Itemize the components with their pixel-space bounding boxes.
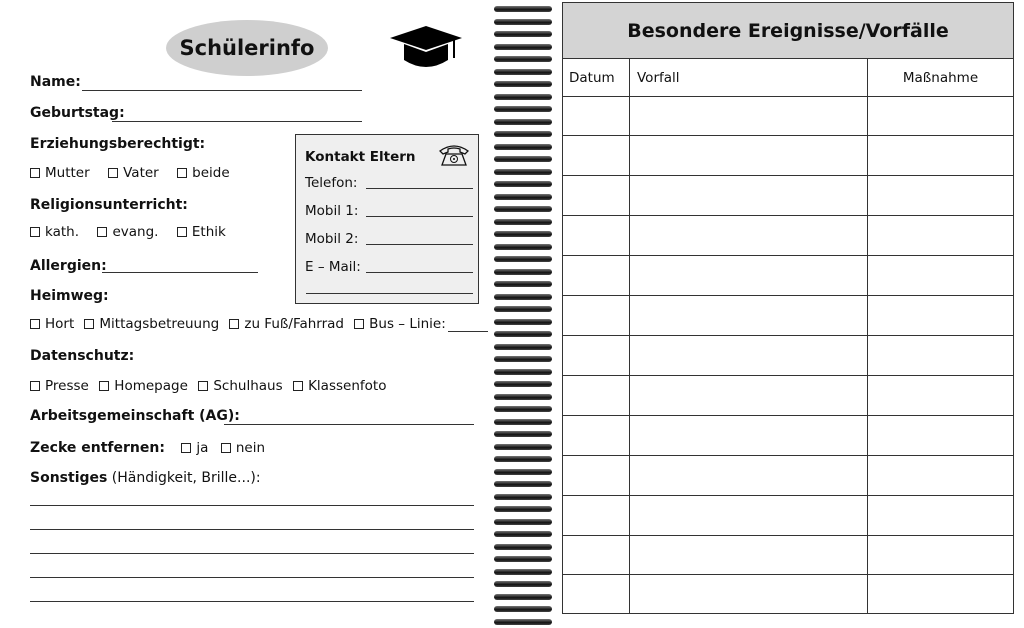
table-row-divider bbox=[563, 96, 1013, 97]
spiral-coil bbox=[494, 244, 552, 250]
table-row-divider bbox=[563, 375, 1013, 376]
spiral-coil bbox=[494, 581, 552, 587]
guardian-option-mother[interactable]: Mutter bbox=[30, 165, 90, 181]
guardian-label: Erziehungsberechtigt: bbox=[30, 136, 206, 152]
spiral-coil bbox=[494, 144, 552, 150]
column-divider bbox=[867, 59, 868, 613]
religion-options bbox=[30, 224, 240, 240]
misc-line[interactable] bbox=[30, 601, 474, 602]
way-home-option-lunch-care[interactable]: Mittagsbetreuung bbox=[84, 316, 219, 332]
table-row-divider bbox=[563, 415, 1013, 416]
spiral-coil bbox=[494, 19, 552, 25]
spiral-coil bbox=[494, 131, 552, 137]
spiral-coil bbox=[494, 6, 552, 12]
spiral-coil bbox=[494, 431, 552, 437]
spiral-coil bbox=[494, 206, 552, 212]
checkbox-icon[interactable] bbox=[30, 168, 40, 178]
spiral-coil bbox=[494, 81, 552, 87]
checkbox-icon[interactable] bbox=[198, 381, 208, 391]
religion-row bbox=[30, 197, 188, 213]
religion-option-catholic[interactable]: kath. bbox=[30, 224, 79, 240]
spiral-coil bbox=[494, 494, 552, 500]
birthday-row bbox=[30, 105, 125, 121]
spiral-coil bbox=[494, 381, 552, 387]
checkbox-icon[interactable] bbox=[221, 443, 231, 453]
bus-line-field[interactable] bbox=[448, 318, 488, 332]
ag-row bbox=[30, 408, 240, 424]
contact-mobile2-label: Mobil 2: bbox=[305, 231, 359, 247]
checkbox-icon[interactable] bbox=[30, 319, 40, 329]
name-field[interactable] bbox=[82, 90, 362, 91]
table-row-divider bbox=[563, 535, 1013, 536]
spiral-coil bbox=[494, 94, 552, 100]
contact-phone-field[interactable] bbox=[366, 188, 473, 189]
table-row-divider bbox=[563, 295, 1013, 296]
misc-row bbox=[30, 470, 261, 486]
privacy-option-class-photo[interactable]: Klassenfoto bbox=[293, 378, 386, 394]
table-row-divider bbox=[563, 255, 1013, 256]
table-title: Besondere Ereignisse/Vorfälle bbox=[563, 3, 1013, 59]
ag-field[interactable] bbox=[224, 424, 474, 425]
name-row bbox=[30, 74, 81, 90]
contact-email-field[interactable] bbox=[366, 272, 473, 273]
misc-line[interactable] bbox=[30, 553, 474, 554]
way-home-option-hort[interactable]: Hort bbox=[30, 316, 74, 332]
spiral-coil bbox=[494, 519, 552, 525]
checkbox-icon[interactable] bbox=[177, 227, 187, 237]
checkbox-icon[interactable] bbox=[30, 227, 40, 237]
spiral-coil bbox=[494, 606, 552, 612]
spiral-coil bbox=[494, 619, 552, 625]
spiral-coil bbox=[494, 319, 552, 325]
religion-option-ethics[interactable]: Ethik bbox=[177, 224, 226, 240]
spiral-coil bbox=[494, 306, 552, 312]
misc-label: Sonstiges bbox=[30, 470, 108, 486]
privacy-label: Datenschutz: bbox=[30, 348, 135, 364]
spiral-coil bbox=[494, 31, 552, 37]
guardian-option-both[interactable]: beide bbox=[177, 165, 230, 181]
spiral-coil bbox=[494, 294, 552, 300]
contact-email-label: E – Mail: bbox=[305, 259, 361, 275]
spiral-coil bbox=[494, 169, 552, 175]
spiral-coil bbox=[494, 56, 552, 62]
contact-mobile1-field[interactable] bbox=[366, 216, 473, 217]
checkbox-icon[interactable] bbox=[293, 381, 303, 391]
checkbox-icon[interactable] bbox=[354, 319, 364, 329]
spiral-coil bbox=[494, 531, 552, 537]
privacy-option-homepage[interactable]: Homepage bbox=[99, 378, 188, 394]
spiral-coil bbox=[494, 344, 552, 350]
misc-line[interactable] bbox=[30, 577, 474, 578]
misc-line[interactable] bbox=[30, 505, 474, 506]
table-row-divider bbox=[563, 215, 1013, 216]
privacy-row bbox=[30, 348, 134, 364]
spiral-coil bbox=[494, 406, 552, 412]
spiral-coil bbox=[494, 419, 552, 425]
tick-option-yes[interactable]: ja bbox=[181, 440, 208, 456]
way-home-label: Heimweg: bbox=[30, 288, 109, 304]
table-row-divider bbox=[563, 335, 1013, 336]
spiral-coil bbox=[494, 356, 552, 362]
checkbox-icon[interactable] bbox=[84, 319, 94, 329]
spiral-coil bbox=[494, 44, 552, 50]
contact-phone-label: Telefon: bbox=[305, 175, 358, 191]
allergies-row bbox=[30, 258, 107, 274]
table-row-divider bbox=[563, 135, 1013, 136]
parent-contact-box bbox=[295, 134, 479, 304]
checkbox-icon[interactable] bbox=[181, 443, 191, 453]
contact-mobile1-label: Mobil 1: bbox=[305, 203, 359, 219]
ag-label: Arbeitsgemeinschaft (AG): bbox=[30, 408, 240, 424]
spiral-coil bbox=[494, 394, 552, 400]
spiral-coil bbox=[494, 106, 552, 112]
guardian-option-father[interactable]: Vater bbox=[108, 165, 159, 181]
spiral-coil bbox=[494, 506, 552, 512]
checkbox-icon[interactable] bbox=[229, 319, 239, 329]
column-header-incident: Vorfall bbox=[637, 70, 680, 86]
spiral-coil bbox=[494, 256, 552, 262]
tick-option-no[interactable]: nein bbox=[221, 440, 265, 456]
spiral-coil bbox=[494, 556, 552, 562]
spiral-coil bbox=[494, 119, 552, 125]
allergies-field[interactable] bbox=[102, 272, 258, 273]
incidents-table bbox=[562, 2, 1014, 614]
spiral-coil bbox=[494, 194, 552, 200]
spiral-coil bbox=[494, 281, 552, 287]
way-home-row bbox=[30, 288, 109, 304]
graduation-cap-icon bbox=[388, 24, 464, 70]
tick-label: Zecke entfernen: bbox=[30, 440, 165, 456]
spiral-coil bbox=[494, 269, 552, 275]
page-title: Schülerinfo bbox=[166, 20, 328, 76]
telephone-icon bbox=[438, 143, 470, 167]
student-info-page bbox=[0, 0, 490, 628]
misc-line[interactable] bbox=[30, 529, 474, 530]
religion-option-protestant[interactable]: evang. bbox=[97, 224, 158, 240]
spiral-coil bbox=[494, 156, 552, 162]
spiral-coil bbox=[494, 369, 552, 375]
tick-row bbox=[30, 440, 279, 456]
privacy-option-press[interactable]: Presse bbox=[30, 378, 89, 394]
spiral-coil bbox=[494, 219, 552, 225]
misc-hint: (Händigkeit, Brille...): bbox=[111, 470, 261, 486]
allergies-label: Allergien: bbox=[30, 258, 107, 274]
guardian-row bbox=[30, 136, 205, 152]
spiral-coil bbox=[494, 444, 552, 450]
way-home-option-bus[interactable]: Bus – Linie: bbox=[354, 316, 488, 332]
contact-extra-line[interactable] bbox=[306, 293, 473, 294]
way-home-options bbox=[30, 316, 488, 332]
table-row-divider bbox=[563, 574, 1013, 575]
spiral-coil bbox=[494, 469, 552, 475]
spiral-coil bbox=[494, 181, 552, 187]
checkbox-icon[interactable] bbox=[97, 227, 107, 237]
table-row-divider bbox=[563, 175, 1013, 176]
name-label: Name: bbox=[30, 74, 81, 90]
spiral-binding bbox=[490, 0, 556, 628]
birthday-field[interactable] bbox=[112, 121, 362, 122]
contact-title: Kontakt Eltern bbox=[305, 149, 416, 165]
checkbox-icon[interactable] bbox=[30, 381, 40, 391]
guardian-options bbox=[30, 165, 244, 181]
column-header-date: Datum bbox=[569, 70, 615, 86]
table-row-divider bbox=[563, 455, 1013, 456]
spiral-coil bbox=[494, 456, 552, 462]
spiral-coil bbox=[494, 231, 552, 237]
contact-mobile2-field[interactable] bbox=[366, 244, 473, 245]
checkbox-icon[interactable] bbox=[99, 381, 109, 391]
privacy-options bbox=[30, 378, 386, 394]
way-home-option-walk-bike[interactable]: zu Fuß/Fahrrad bbox=[229, 316, 344, 332]
spiral-coil bbox=[494, 331, 552, 337]
religion-label: Religionsunterricht: bbox=[30, 197, 188, 213]
column-divider bbox=[629, 59, 630, 613]
column-header-measure: Maßnahme bbox=[902, 70, 979, 86]
privacy-option-school-building[interactable]: Schulhaus bbox=[198, 378, 282, 394]
checkbox-icon[interactable] bbox=[177, 168, 187, 178]
spiral-coil bbox=[494, 69, 552, 75]
spiral-coil bbox=[494, 481, 552, 487]
birthday-label: Geburtstag: bbox=[30, 105, 125, 121]
spiral-coil bbox=[494, 544, 552, 550]
spiral-coil bbox=[494, 569, 552, 575]
spiral-coil bbox=[494, 594, 552, 600]
table-row-divider bbox=[563, 495, 1013, 496]
checkbox-icon[interactable] bbox=[108, 168, 118, 178]
